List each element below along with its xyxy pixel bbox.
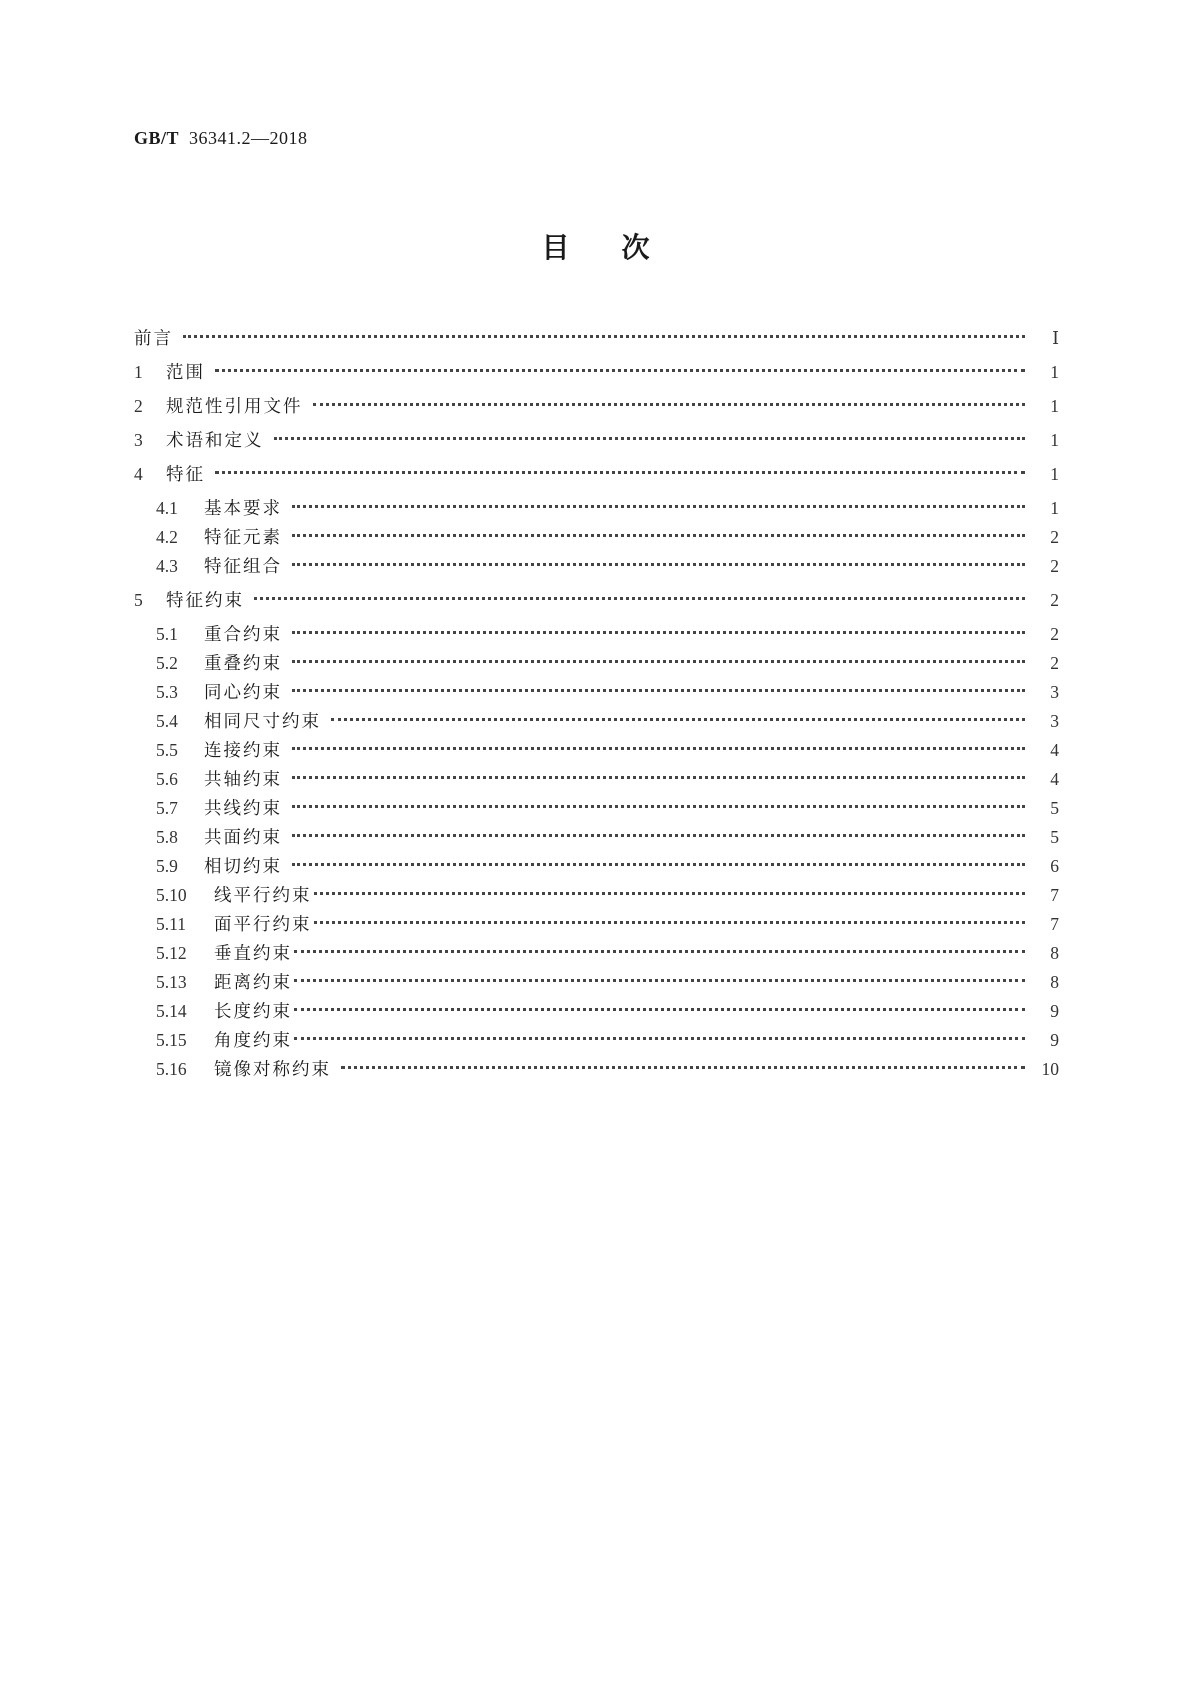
toc-entry-number: 1 [134, 362, 143, 382]
toc-entry-label: 相同尺寸约束 [204, 712, 321, 732]
toc-entry-page: 1 [1050, 464, 1059, 484]
toc-entry-label: 特征 [166, 465, 205, 485]
toc-entry-page: 8 [1050, 972, 1059, 992]
toc-entry-5-12[interactable] [156, 941, 1059, 965]
leader-dots [215, 369, 1025, 372]
toc-entry-5-15[interactable] [156, 1028, 1059, 1052]
toc-entry-label: 共面约束 [204, 828, 282, 848]
standard-number: 36341.2—2018 [189, 128, 308, 148]
toc-entry-page: 2 [1050, 527, 1059, 547]
toc-entry-5-11[interactable] [156, 912, 1059, 936]
toc-entry-label: 重叠约束 [204, 654, 282, 674]
toc-entry-5-3[interactable] [156, 680, 1059, 704]
standard-prefix: GB/T [134, 128, 180, 148]
toc-entry-1[interactable] [134, 360, 1059, 384]
leader-dots [314, 921, 1026, 924]
leader-dots [183, 335, 1025, 338]
toc-entry-label: 共轴约束 [204, 770, 282, 790]
toc-entry-number: 4.1 [156, 498, 178, 518]
toc-entry-5-1[interactable] [156, 622, 1059, 646]
leader-dots [292, 776, 1025, 779]
toc-entry-label: 范围 [166, 363, 205, 383]
leader-dots [331, 718, 1025, 721]
toc-entry-label: 共线约束 [204, 799, 282, 819]
toc-entry-number: 5.2 [156, 653, 178, 673]
toc-entry-4-1[interactable] [156, 496, 1059, 520]
toc-entry-page: 3 [1050, 711, 1059, 731]
toc-entry-label: 长度约束 [214, 1002, 292, 1022]
toc-entry-5-9[interactable] [156, 854, 1059, 878]
leader-dots [292, 747, 1025, 750]
leader-dots [341, 1066, 1025, 1069]
toc-entry-label: 连接约束 [204, 741, 282, 761]
leader-dots [292, 534, 1025, 537]
toc-entry-3[interactable] [134, 428, 1059, 452]
toc-entry-number: 5.13 [156, 972, 187, 992]
toc-entry-page: 4 [1050, 740, 1059, 760]
toc-entry-label: 特征约束 [166, 591, 244, 611]
leader-dots [292, 505, 1025, 508]
toc-entry-4-3[interactable] [156, 554, 1059, 578]
toc-entry-number: 5.9 [156, 856, 178, 876]
toc-entry-4-2[interactable] [156, 525, 1059, 549]
toc-entry-page: 1 [1050, 430, 1059, 450]
toc-entry-label: 重合约束 [204, 625, 282, 645]
standard-code [134, 128, 308, 149]
leader-dots [292, 660, 1025, 663]
toc-entry-5-6[interactable] [156, 767, 1059, 791]
toc-entry-5-13[interactable] [156, 970, 1059, 994]
toc-entry-label: 前言 [134, 329, 173, 349]
leader-dots [313, 403, 1026, 406]
toc-entry-label: 特征元素 [204, 528, 282, 548]
toc-entry-label: 同心约束 [204, 683, 282, 703]
leader-dots [292, 563, 1025, 566]
toc-entry-label: 镜像对称约束 [214, 1060, 331, 1080]
leader-dots [294, 950, 1025, 953]
toc-entry-label: 角度约束 [214, 1031, 292, 1051]
leader-dots [292, 834, 1025, 837]
toc-entry-number: 5.12 [156, 943, 187, 963]
toc-entry-5-5[interactable] [156, 738, 1059, 762]
toc-entry-number: 5.15 [156, 1030, 187, 1050]
toc-entry-5-14[interactable] [156, 999, 1059, 1023]
toc-entry-5-7[interactable] [156, 796, 1059, 820]
leader-dots [294, 1037, 1025, 1040]
toc-entry-5-10[interactable] [156, 883, 1059, 907]
leader-dots [292, 689, 1025, 692]
toc-entry-number: 5.1 [156, 624, 178, 644]
toc-entry-page: 4 [1050, 769, 1059, 789]
toc-entry-page: 3 [1050, 682, 1059, 702]
toc-entry-preface[interactable] [134, 326, 1059, 350]
toc-entry-page: 8 [1050, 943, 1059, 963]
toc-entry-page: 7 [1050, 885, 1059, 905]
toc-entry-5-4[interactable] [156, 709, 1059, 733]
toc-entry-5-2[interactable] [156, 651, 1059, 675]
toc-entry-label: 基本要求 [204, 499, 282, 519]
toc-entry-number: 5.5 [156, 740, 178, 760]
leader-dots [314, 892, 1026, 895]
toc-entry-number: 5.7 [156, 798, 178, 818]
leader-dots [215, 471, 1025, 474]
toc-entry-page: Ⅰ [1052, 328, 1059, 348]
toc-entry-5[interactable] [134, 588, 1059, 612]
leader-dots [274, 437, 1026, 440]
toc-entry-number: 5.6 [156, 769, 178, 789]
toc-entry-label: 面平行约束 [214, 915, 312, 935]
leader-dots [292, 631, 1025, 634]
leader-dots [292, 805, 1025, 808]
toc-entry-page: 5 [1050, 827, 1059, 847]
toc-entry-page: 2 [1050, 653, 1059, 673]
toc-entry-page: 1 [1050, 498, 1059, 518]
leader-dots [294, 1008, 1025, 1011]
toc-entry-label: 相切约束 [204, 857, 282, 877]
toc-entry-number: 5.3 [156, 682, 178, 702]
leader-dots [254, 597, 1025, 600]
toc-entry-label: 特征组合 [204, 557, 282, 577]
toc-entry-4[interactable] [134, 462, 1059, 486]
toc-entry-number: 5.8 [156, 827, 178, 847]
toc-entry-number: 5.14 [156, 1001, 187, 1021]
toc-entry-label: 距离约束 [214, 973, 292, 993]
toc-entry-label: 线平行约束 [214, 886, 312, 906]
toc-entry-number: 4.2 [156, 527, 178, 547]
leader-dots [294, 979, 1025, 982]
toc-entry-number: 5.4 [156, 711, 178, 731]
toc-entry-page: 9 [1050, 1030, 1059, 1050]
toc-entry-page: 1 [1050, 396, 1059, 416]
toc-entry-number: 5.16 [156, 1059, 187, 1079]
toc-entry-label: 术语和定义 [166, 431, 264, 451]
toc-entry-page: 9 [1050, 1001, 1059, 1021]
toc-entry-5-16[interactable] [156, 1057, 1059, 1081]
toc-entry-page: 5 [1050, 798, 1059, 818]
toc-entry-label: 垂直约束 [214, 944, 292, 964]
toc-entry-page: 2 [1050, 590, 1059, 610]
toc-entry-page: 2 [1050, 624, 1059, 644]
toc-entry-number: 3 [134, 430, 143, 450]
toc-entry-label: 规范性引用文件 [166, 397, 303, 417]
toc-entry-number: 4 [134, 464, 143, 484]
toc-title: 目次 [541, 231, 702, 264]
toc-entry-page: 10 [1041, 1059, 1059, 1079]
toc-entry-page: 6 [1050, 856, 1059, 876]
toc-entry-number: 5 [134, 590, 143, 610]
toc-entry-5-8[interactable] [156, 825, 1059, 849]
toc-entry-number: 4.3 [156, 556, 178, 576]
toc-entry-2[interactable] [134, 394, 1059, 418]
toc-entry-page: 1 [1050, 362, 1059, 382]
toc-entry-page: 7 [1050, 914, 1059, 934]
toc-entry-number: 5.11 [156, 914, 186, 934]
leader-dots [292, 863, 1025, 866]
toc-entry-page: 2 [1050, 556, 1059, 576]
toc-entry-number: 5.10 [156, 885, 187, 905]
toc-entry-number: 2 [134, 396, 143, 416]
